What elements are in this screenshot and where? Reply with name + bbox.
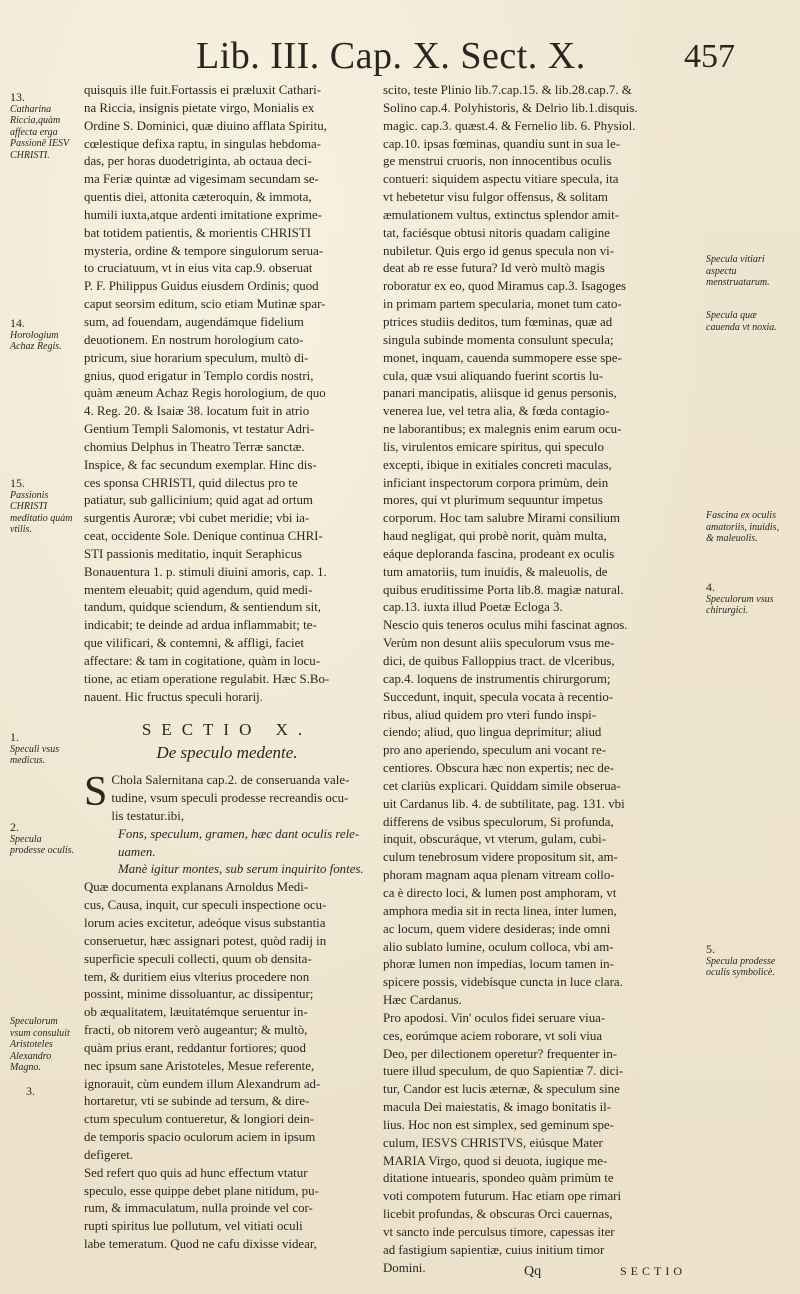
- text-line: de temporis spacio oculorum aciem in ipsum: [84, 1130, 316, 1145]
- text-line: patiatur, sub gallicinium; quid agat ad ortum: [84, 493, 313, 508]
- text-line: uamen.: [118, 844, 156, 859]
- text-line: Nescio quis teneros oculus mihi fascinat agnos.: [383, 618, 628, 633]
- text-line: bat totidem patientis, & morientis CHRISTI: [84, 225, 311, 240]
- section-title: SECTIO X.: [141, 719, 313, 739]
- right-column-block: [383, 82, 671, 1278]
- text-line: excepti, ibique in exitiales concreti maculas,: [383, 457, 612, 472]
- margin-note-number: 15.: [10, 476, 25, 490]
- text-line: Deo, per dilectionem operetur? frequenter in-: [383, 1046, 618, 1061]
- drop-cap: S: [84, 769, 108, 816]
- margin-note-number: 4.: [706, 580, 715, 594]
- text-line: Chola Salernitana cap.2. de conseruanda vale-: [111, 773, 350, 788]
- text-line: 4. Reg. 20. & Isaiæ 38. locatum fuit in atrio: [84, 404, 310, 419]
- text-line: STI passionis meditatio, inquit Seraphicus: [84, 546, 303, 561]
- text-line: quisquis ille fuit.Fortassis ei præluxit Cathari-: [84, 83, 322, 97]
- text-line: Gentium Templi Salomonis, vt testatur Adri-: [84, 422, 315, 437]
- text-line: spicere possis, videbísque cuncta in luce clara.: [383, 975, 623, 990]
- margin-note-number: 3.: [26, 1084, 35, 1098]
- right-column: [383, 82, 671, 1278]
- text-line: dici, de quibus Falloppius tract. de vlceribus,: [383, 654, 615, 668]
- text-line: tione, ac etiam operatione regulabit. Hæc S.Bo-: [84, 671, 330, 686]
- text-line: cula, quæ vsui aliquando fuerint scortis lu-: [383, 368, 604, 383]
- margin-note-15: [10, 478, 76, 536]
- verse-quote: [84, 826, 370, 880]
- margin-note-s3: [26, 1086, 66, 1098]
- text-line: ma Feriæ quintæ ad vigesimam secundam se-: [84, 172, 319, 187]
- text-line: chomius Delphus in Theatro Terræ sanctæ.: [84, 439, 305, 454]
- margin-note-number: 2.: [10, 820, 19, 834]
- text-line: ceat, occidente Sole. Denique continua CHRI-: [84, 529, 323, 544]
- margin-note-aristoteles: [10, 1016, 76, 1074]
- margin-note-text: Catharina Riccia,quàm affecta erga Passionē IESV CHRISTI.: [10, 103, 69, 161]
- margin-note-number: 1.: [10, 730, 19, 744]
- margin-note-text: Horologium Achaz Regis.: [10, 329, 62, 353]
- text-line: scito, teste Plinio lib.7.cap.15. & lib.28.cap.7. &: [383, 83, 632, 97]
- text-line: ditatione intuearis, spondeo quàm primùm te: [383, 1171, 614, 1186]
- text-line: roboratur ex eo, quod Miramus cap.3. Isagoges: [383, 279, 627, 294]
- text-line: caput seorsim editum, scio etiam Mutinæ spar-: [84, 297, 326, 312]
- text-line: labe temeratum. Quod ne cafu dixisse videar,: [84, 1237, 317, 1252]
- text-line: phoræ lumen non impedias, locum tamen in-: [383, 957, 614, 972]
- text-line: deat ab re esse futura? Id verò multò magis: [383, 261, 605, 276]
- text-line: singula subinde momenta consulunt specula;: [383, 332, 614, 347]
- text-line: centiores. Obscura hæc non expertis; nec de-: [383, 761, 614, 776]
- text-line: que vilificari, & contemni, & affligi, faciet: [84, 636, 304, 651]
- text-line: monet, inquam, cauenda summopere esse spe-: [383, 350, 622, 365]
- text-line: voti compotem futurum. Hac etiam ope rimari: [383, 1189, 622, 1204]
- margin-note-fascina: [706, 510, 786, 545]
- margin-note-number: 5.: [706, 942, 715, 956]
- text-line: Solino cap.4. Polyhistoris, & Delrio lib.1.disquis.: [383, 100, 638, 115]
- margin-note-text: Speculi vsus medicus.: [10, 743, 60, 767]
- margin-note-number: 13.: [10, 90, 25, 104]
- margin-note-14: [10, 318, 76, 353]
- text-line: amphora media sit in recta linea, inter lumen,: [383, 903, 617, 918]
- text-line: tem, & duritiem eius vlterius procedere non: [84, 969, 310, 984]
- text-line: hortaretur, vti se subinde ad tersum, & dire-: [84, 1094, 310, 1109]
- text-line: quàm æneum Achaz Regis horologium, de quo: [84, 386, 326, 401]
- text-line: rum, & immaculatum, nulla proinde vel cor-: [84, 1201, 313, 1216]
- margin-note-4: [706, 582, 786, 617]
- text-line: Succedunt, inquit, specula vocata à recentio-: [383, 689, 614, 704]
- text-line: surgentis Auroræ; vbi cubet meridie; vbi ia-: [84, 511, 310, 526]
- text-line: tat, faciésque obtusi nitoris quadam caligine: [383, 225, 610, 240]
- margin-note-text: Passionis CHRISTI meditatio quàm vtilis.: [10, 489, 73, 536]
- text-line: Domini.: [383, 1260, 426, 1275]
- text-line: vt hebetetur visu fulgor offensus, & solitam: [383, 190, 608, 205]
- text-line: Fons, speculum, gramen, hæc dant oculis rele-: [118, 826, 360, 841]
- text-line: ca è directo loci, & lumen post amphoram, vt: [383, 885, 617, 900]
- text-line: speculo, esse quippe debet plane nitidum, pu-: [84, 1183, 319, 1198]
- text-line: ge menstrui cruoris, non innocentibus oculis: [383, 154, 612, 169]
- text-line: magic. cap.3. quæst.4. & Fernelio lib. 6. Physiol.: [383, 118, 636, 133]
- text-line: ignorauit, cùm eundem illum Alexandrum ad-: [84, 1076, 321, 1091]
- running-head: Lib. III. Cap. X. Sect. X.: [196, 35, 586, 77]
- text-line: ces, eorúmque aciem roborare, vt soli viua: [383, 1028, 603, 1043]
- text-line: Hæc Cardanus.: [383, 993, 462, 1008]
- text-line: inficiant inspectorum corpora primùm, dein: [383, 475, 609, 490]
- text-line: ciendo; aliud, quo lingua deprimitur; aliud: [383, 725, 602, 740]
- text-line: cap.13. iuxta illud Poetæ Ecloga 3.: [383, 600, 563, 615]
- text-line: eáque deploranda fascina, prodeant ex oculis: [383, 546, 615, 561]
- text-line: corporum. Hoc tam salubre Mirami consilium: [383, 511, 620, 526]
- text-line: tandum, quidque sciendum, & sentiendum sit,: [84, 600, 322, 615]
- margin-note-text: Specula quæ cauenda vt noxia.: [706, 310, 777, 333]
- text-line: ne laborantibus; ex malegnis enim earum ocu-: [383, 422, 622, 437]
- text-line: fracti, ob nitorem verò augeantur; & multò,: [84, 1023, 308, 1038]
- text-line: humili iuxta,atque ardenti imitatione exprime-: [84, 207, 323, 222]
- left-column: [84, 82, 370, 1254]
- text-line: culum, IESVS CHRISTVS, eiúsque Mater: [383, 1135, 603, 1150]
- text-line: sum, ad fouendam, augendámque fidelium: [84, 314, 304, 329]
- text-line: Pro apodosi. Vin' oculos fidei seruare viua-: [383, 1010, 606, 1025]
- page-number: 457: [684, 38, 735, 75]
- text-line: mysteria, ordine & tempore singulorum serua-: [84, 243, 324, 258]
- text-line: lorum acies excitetur, adeóque visus substantia: [84, 915, 326, 930]
- margin-note-text: Speculorum vsus chirurgici.: [706, 593, 774, 617]
- text-line: cap.10. ipsas fœminas, quandiu sunt in sua le-: [383, 136, 621, 151]
- margin-note-text: Specula prodesse oculis symbolicè.: [706, 955, 776, 979]
- text-line: possint, minime dissoluantur, ac dissipentur;: [84, 987, 314, 1002]
- text-line: venerea lue, vel tetra alia, & fœda contagio-: [383, 404, 610, 419]
- margin-note-s2: [10, 822, 76, 857]
- margin-note-number: 14.: [10, 316, 25, 330]
- text-line: vt sancto inde perculsus timore, capessas iter: [383, 1225, 615, 1239]
- text-line: lius. Hoc non est simplex, sed geminum spe-: [383, 1117, 614, 1132]
- text-line: panari mancipatis, aliisque id genus personis,: [383, 386, 617, 401]
- text-line: inquit, obscuráque, vt vterum, gulam, cubi-: [383, 832, 607, 847]
- text-line: mores, qui vt plurimum sequuntur impetus: [383, 493, 603, 508]
- text-line: tudine, vsum speculi prodesse recreandis ocu-: [111, 791, 349, 806]
- left-column-block-1: [84, 82, 370, 707]
- text-line: indicabit; te deinde ad ardua inflammabit; te-: [84, 618, 317, 633]
- text-line: nauent. Hic fructus speculi horarij.: [84, 689, 263, 704]
- margin-note-text: Specula vitiari aspectu menstruatarum.: [706, 254, 770, 289]
- text-line: lis testatur.ibi,: [111, 808, 185, 823]
- margin-note-text: Specula prodesse oculis.: [10, 833, 75, 857]
- text-line: nec ipsum sane Aristoteles, Mesue referente,: [84, 1058, 315, 1073]
- text-line: Inspice, & fac secundum exemplar. Hinc dis-: [84, 457, 317, 472]
- text-line: Quæ documenta explanans Arnoldus Medi-: [84, 880, 309, 895]
- signature-mark: Qq: [524, 1264, 542, 1279]
- text-line: pro ano aperiendo, speculum ani vocant re-: [383, 743, 606, 758]
- left-column-block-2: [84, 769, 370, 826]
- text-line: in primam partem specularia, monet tum cato-: [383, 297, 622, 312]
- text-line: ac locum, quem videre desideras; inde omni: [383, 921, 611, 936]
- margin-note-5: [706, 944, 786, 979]
- left-column-block-3: [84, 879, 370, 1254]
- text-line: ctum speculum contueretur, & longiori dein-: [84, 1112, 315, 1127]
- text-line: gnius, quod erigatur in Templo cordis nostri,: [84, 368, 314, 383]
- text-line: ptricum, siue horarium speculum, multò di-: [84, 350, 309, 365]
- text-line: Bonauentura 1. p. stimuli diuini amoris, cap. 1.: [84, 564, 327, 579]
- text-line: das, per horas duodetriginta, ab octaua deci-: [84, 154, 312, 169]
- text-line: licebit profundas, & obscuras Orci cauernas,: [383, 1207, 613, 1222]
- text-line: phoram magnam aqua plenam vitream collo-: [383, 868, 615, 883]
- text-line: lis, virulentos emicare spiritus, qui speculo: [383, 439, 604, 454]
- margin-note-menstruatarum: [706, 254, 786, 289]
- section-subtitle: De speculo medente.: [156, 743, 298, 763]
- text-line: na Riccia, insignis pietate virgo, Monialis ex: [84, 100, 315, 115]
- text-line: Verùm non desunt aliis speculorum vsus me-: [383, 636, 615, 651]
- catchword: SECTIO: [620, 1264, 686, 1278]
- text-line: Manè igitur montes, sub serum inquirito fontes.: [118, 862, 364, 877]
- text-line: tur, Candor est lucis æternæ, & speculum sine: [383, 1082, 620, 1097]
- text-line: uit Cardanus lib. 4. de subtilitate, pag. 131. vbi: [383, 796, 625, 811]
- text-line: quàm prius erant, reddantur fortiores; quod: [84, 1040, 306, 1055]
- text-line: rupti spiritus lue pollutum, vel vitiati oculi: [84, 1219, 303, 1234]
- left-column-block-2-lines: [84, 769, 370, 826]
- text-line: Sed refert quo quis ad hunc effectum vtatur: [84, 1165, 308, 1180]
- text-line: nubiletur. Quis ergo id genus specula non vi-: [383, 243, 615, 258]
- text-line: tuere illud speculum, de quo Sapientiæ 7. dici-: [383, 1064, 624, 1079]
- text-line: defigeret.: [84, 1147, 134, 1162]
- text-line: to cruciatuum, vt in eius vita cap.9. obseruat: [84, 261, 313, 276]
- margin-note-noxia: [706, 310, 786, 333]
- text-line: cus, Causa, inquit, cur speculi inspectione ocu-: [84, 898, 327, 913]
- text-line: quibus eruditissime Porta lib.8. magiæ natural.: [383, 582, 624, 597]
- text-line: MARIA Virgo, quod si deuota, iugique me-: [383, 1153, 608, 1168]
- text-line: mentem eleuabit; quid agendum, quid medi-: [84, 582, 313, 597]
- page-header: [0, 34, 800, 86]
- text-line: differens de vsibus speculorum, Si profunda,: [383, 814, 614, 829]
- text-line: æmulationem vultus, extinctus splendor amit-: [383, 207, 619, 222]
- text-line: superficie speculi collecti, quum ob densita-: [84, 951, 312, 966]
- text-line: ces sponsa CHRISTI, quid dilectus pro te: [84, 475, 298, 490]
- text-line: Ordine S. Dominici, quæ diuino afflata Spiritu,: [84, 118, 327, 133]
- margin-note-text: Speculorum vsum consuluit Aristoteles Alexandro Magno.: [10, 1016, 70, 1074]
- text-line: cœlestique defixa raptu, in singulas hebdoma-: [84, 136, 321, 151]
- text-line: quentis diei, attonita cæteroquin, & immota,: [84, 190, 312, 205]
- text-line: ptrices studiis deditos, tum fœminas, quæ ad: [383, 314, 613, 329]
- text-line: deuotionem. En nostrum horologium cato-: [84, 332, 304, 347]
- text-line: tum amatoriis, tum inuidis, & maleuolis, de: [383, 564, 608, 579]
- text-line: cet clariùs explicari. Quiddam simile obserua-: [383, 778, 621, 793]
- text-line: ob æqualitatem, læuitatémque seruentur in-: [84, 1005, 308, 1020]
- margin-note-s1: [10, 732, 76, 767]
- text-line: affectare: & tam in cogitatione, quàm in locu-: [84, 654, 321, 668]
- text-line: haud negligat, qui probè norit, quàm multa,: [383, 529, 607, 544]
- text-line: conseruetur, hæc assignari potest, quòd radij in: [84, 933, 327, 948]
- text-line: ad fastigium sapientiæ, cuius initium timor: [383, 1242, 605, 1257]
- text-line: ribus, aliud quidem pro vteri fundo inspi-: [383, 707, 597, 722]
- text-line: contueri: siquidem aspectu vitiare specula, ita: [383, 172, 619, 187]
- text-line: macula Dei maiestatis, & imago bonitatis il-: [383, 1100, 612, 1115]
- text-line: cap.4. loquens de instrumentis chirurgorum;: [383, 671, 611, 686]
- margin-note-text: Fascina ex oculis amatoriis, inuidis, & maleuolis.: [706, 510, 780, 545]
- margin-note-13: [10, 92, 76, 162]
- text-line: alio sublato lumine, oculum colloca, vbi am-: [383, 939, 614, 954]
- text-line: culum tenebrosum videre propositum sit, am-: [383, 850, 618, 865]
- text-line: P. F. Philippus Guidus eiusdem Ordinis; quod: [84, 279, 319, 294]
